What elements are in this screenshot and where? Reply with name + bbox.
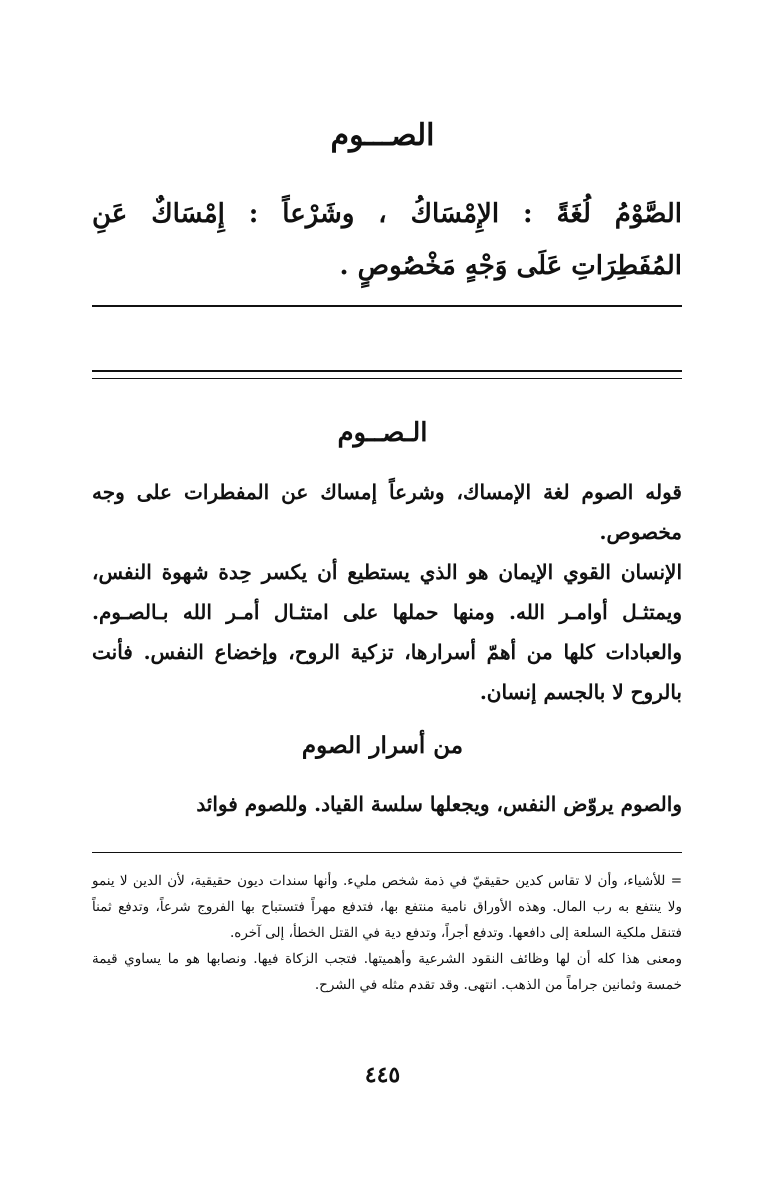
double-rule-top [92,370,682,372]
sharh-paragraph: قوله الصوم لغة الإمساك، وشرعاً إمساك عن المفطرات على وجه مخصوص. [92,480,682,544]
sharh-paragraph: الإنسان القوي الإيمان هو الذي يستطيع أن يكسر حِدة شهوة النفس، ويمتثـل أوامـر الله. ومنها حملها على امتثـال أمـر الله بـالصـوم. والعبادات كلها من أهمّ أسرارها، تزكية الروح، وإخضاع النفس. فأنت بالروح لا بالجسم إنسان. [92,560,682,704]
footnote-separator [92,852,682,853]
matn-text: الصَّوْمُ لُغَةً : الإِمْسَاكُ ، وشَرْعاً : إِمْسَاكٌ عَنِ المُفَطِرَاتِ عَلَى وَجْهٍ مَخْصُوصٍ . [92,199,682,281]
footnote-paragraph: ومعنى هذا كله أن لها وظائف النقود الشرعية وأهميتها. فتجب الزكاة فيها. ونصابها هو ما يساوي قيمة خمسة وثمانين جراماً من الذهب. انتهى. وقد تقدم مثله في الشرح. [92,951,682,993]
sharh-body [92,472,682,712]
matn-separator [92,305,682,307]
section-subtitle: من أسرار الصوم [301,732,464,759]
footnotes [92,868,682,998]
footnote-paragraph: = للأشياء، وأن لا تقاس كدين حقيقيّ في ذمة شخص مليء. وأنها سندات ديون حقيقية، لأن الدين لا ينمو ولا ينتفع به رب المال. وهذه الأوراق نامية منتفع بها، فتدفع مهراً فتستباح بها الفروج شرعاً، وتدفع ثمناً فتنقل ملكية السلعة إلى دافعها. وتدفع أجراً، وتدفع دية في القتل الخطأ، إلى آخره. [92,873,682,941]
double-rule-bottom [92,378,682,379]
sharh-title: الـصــوم [337,418,428,448]
page-number: ٤٤٥ [364,1062,401,1088]
matn-title: الصـــوم [330,118,435,153]
sharh-continuation: والصوم يروّض النفس، ويجعلها سلسة القياد. وللصوم فوائد [196,792,682,816]
